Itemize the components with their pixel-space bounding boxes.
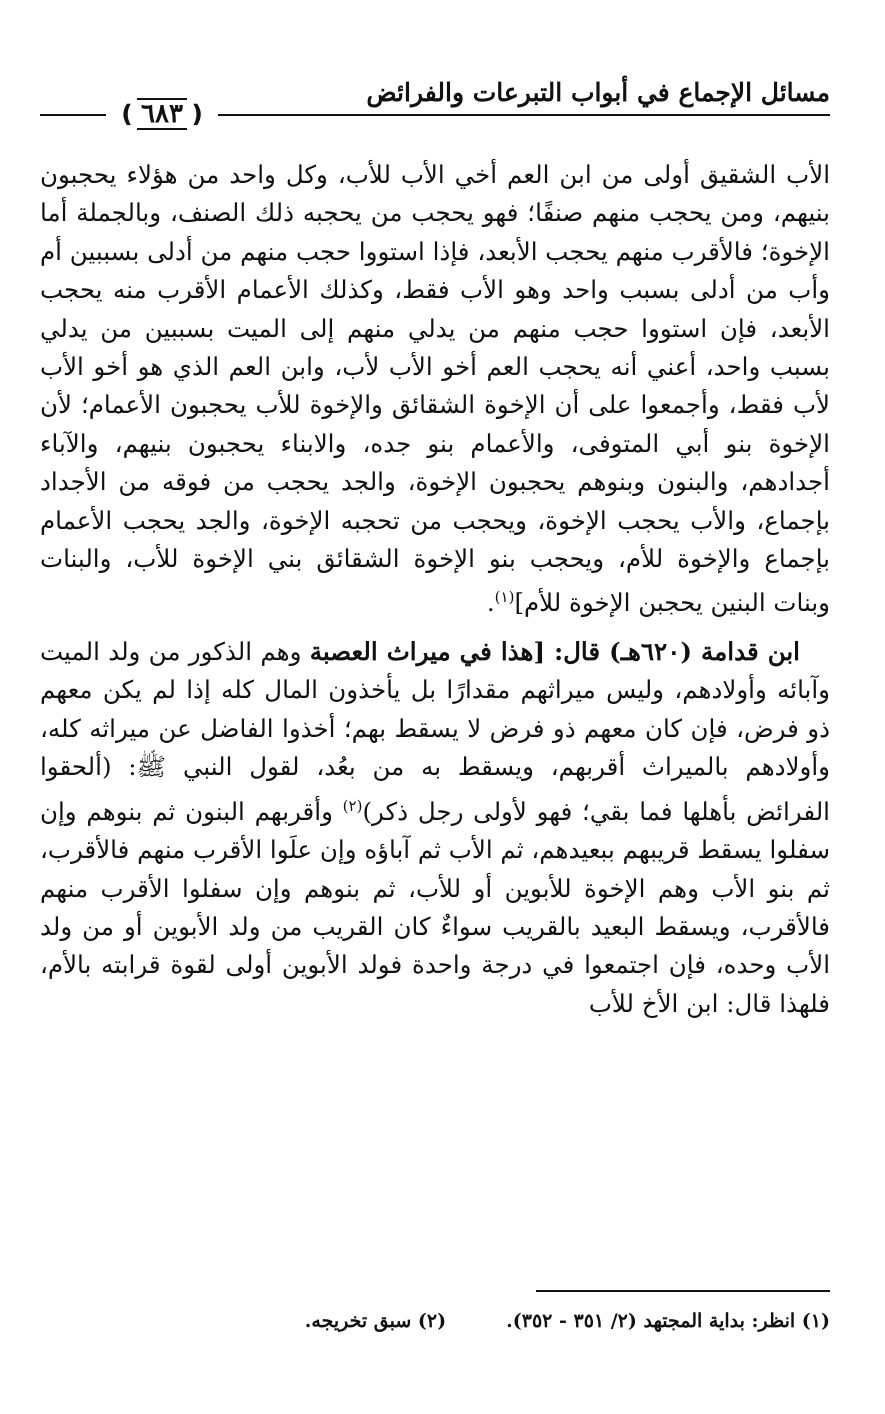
footnote-ref-1: (١) [494, 588, 515, 607]
paragraph-1-tail: . [486, 588, 495, 618]
footnote-ref-2: (٢) [342, 796, 363, 815]
paragraph-2-lead: ابن قدامة (٦٢٠هـ) قال: [هذا في ميراث العصبة [309, 637, 800, 667]
paragraph-2 [40, 633, 830, 1023]
main-text [40, 156, 830, 1023]
running-title: مسائل الإجماع في أبواب التبرعات والفرائض [358, 78, 830, 107]
page-header [40, 78, 830, 128]
paragraph-1 [40, 156, 830, 623]
footnote-rule [536, 1290, 830, 1292]
paragraph-1-text: الأب الشقيق أولى من ابن العم أخي الأب للأب، وكل واحد من هؤلاء يحجبون بنيهم، ومن يحجب منهم صنفًا؛ فهو يحجب من يحجبه ذلك الصنف، وبالجملة أما الإخوة؛ فالأقرب منهم يحجب الأبعد، فإذا استووا حجب منهم من أدلى بسببين أم وأب من أدلى بسبب واحد وهو الأب فقط، وكذلك الأعمام الأقرب منه يحجب الأبعد، فإن استووا حجب منهم من يدلي منهم إلى الميت بسببين من يدلي بسبب واحد، أعني أنه يحجب العم أخو الأب لأب، وابن العم الذي هو أخو الأب لأب فقط، وأجمعوا على أن الإخوة الشقائق والإخوة للأب يحجبون الأعمام؛ لأن الإخوة بنو أبي المتوفى، والأعمام بنو جده، والابناء يحجبون بنيهم، والآباء أجدادهم، والبنون وبنوهم يحجبون الإخوة، والجد يحجب من فوقه من الأجداد بإجماع، والأب يحجب الإخوة، ويحجب من تحجبه الإخوة، والجد يحجب الأعمام بإجماع والإخوة للأم، ويحجب بنو الإخوة الشقائق بني الإخوة للأب، والبنات وبنات البنين يحجبن الإخوة للأم] [40, 160, 830, 618]
ornament-right-icon: ❫ [186, 100, 208, 128]
paragraph-2-tail: وأقربهم البنون ثم بنوهم وإن سفلوا يسقط قريبهم ببعيدهم، ثم الأب ثم آباؤه وإن علَوا الأقرب منهم فالأقرب، ثم بنو الأب وهم الإخوة للأبوين أو للأب، ثم بنوهم وإن سفلوا الأقرب منهم فالأقرب، ويسقط البعيد بالقريب سواءٌ كان القريب من ولد الأبوين أو من ولد الأب وحده، فإن اجتمعوا في درجة واحدة فولد الأبوين أولى لقوة قرابته بالأم، فلهذا قال: ابن الأخ للأب [40, 796, 830, 1018]
ornament-left-icon: ❪ [116, 100, 138, 128]
footnote-2: (٢) سبق تخريجه. [304, 1310, 447, 1332]
footnotes [40, 1310, 830, 1332]
footnote-1: (١) انظر: بداية المجتهد (٢/ ٣٥١ - ٣٥٢). [506, 1310, 830, 1332]
page-number-frame [106, 96, 218, 132]
paragraph-2-text: وهم الذكور من ولد الميت وآبائه وأولادهم، وليس ميراثهم مقدارًا بل يأخذون المال كله إذا لم يكن معهم ذو فرض، فإن كان معهم ذو فرض لا يسقط بهم؛ أخذوا الفاضل عن ميراثه كله، وأولادهم بالميراث أقربهم، ويسقط به من بعُد، لقول النبي ﷺ: (ألحقوا الفرائض بأهلها فما بقي؛ فهو لأولى رجل ذكر) [40, 637, 830, 826]
page-number: ٦٨٣ [137, 98, 187, 130]
